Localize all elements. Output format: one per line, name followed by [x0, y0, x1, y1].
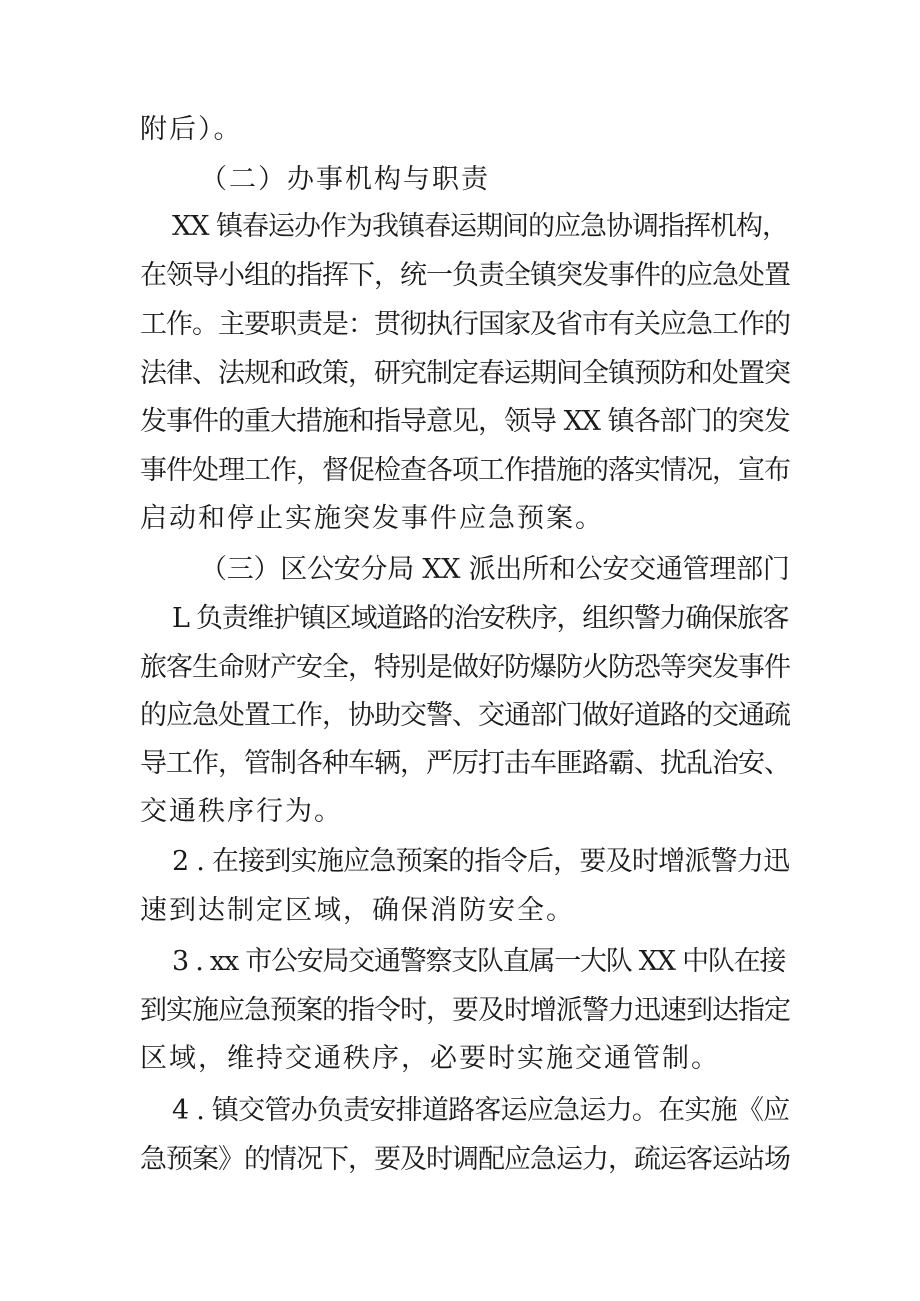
section-heading: （三）区公安分局 XX 派出所和公安交通管理部门 — [200, 554, 790, 585]
list-item-start: 4 . 镇交管办负责安排道路客运应急运力。在实施《应 — [172, 1095, 790, 1126]
text-line: 急预案》的情况下，要及时调配应急运力，疏运客运站场 — [140, 1144, 790, 1175]
list-item-start: 3 . xx 市公安局交通警察支队直属一大队 XX 中队在接 — [172, 946, 786, 977]
text-line: 到实施应急预案的指令时，要及时增派警力迅速到达指定 — [140, 995, 790, 1026]
text-line: 导工作，管制各种车辆，严厉打击车匪路霸、扰乱治安、 — [140, 748, 790, 779]
text-line: XX 镇春运办作为我镇春运期间的应急协调指挥机构， — [172, 211, 789, 242]
text-line: 交通秩序行为。 — [140, 796, 343, 827]
text-line: 附后）。 — [140, 114, 243, 145]
text-line: 区域，维持交通秩序，必要时实施交通管制。 — [140, 1043, 720, 1074]
text-line: 工作。主要职责是：贯彻执行国家及省市有关应急工作的 — [140, 309, 790, 340]
list-item-start: 2 . 在接到实施应急预案的指令后，要及时增派警力迅 — [172, 846, 790, 877]
text-line: 启动和停止实施突发事件应急预案。 — [140, 503, 604, 534]
text-line: 事件处理工作，督促检查各项工作措施的落实情况，宣布 — [140, 455, 790, 486]
text-line: 的应急处置工作，协助交警、交通部门做好道路的交通疏 — [140, 700, 790, 731]
text-line: 旅客生命财产安全，特别是做好防爆防火防恐等突发事件 — [140, 652, 790, 683]
section-heading: （二）办事机构与职责 — [200, 164, 490, 195]
text-line: 在领导小组的指挥下，统一负责全镇突发事件的应急处置 — [140, 260, 790, 291]
text-line: 法律、法规和政策，研究制定春运期间全镇预防和处置突 — [140, 358, 790, 389]
text-line: 发事件的重大措施和指导意见，领导 XX 镇各部门的突发 — [140, 406, 790, 437]
text-line: L 负责维护镇区域道路的治安秩序，组织警力确保旅客 — [172, 603, 789, 634]
text-line: 速到达制定区域，确保消防安全。 — [140, 895, 575, 926]
